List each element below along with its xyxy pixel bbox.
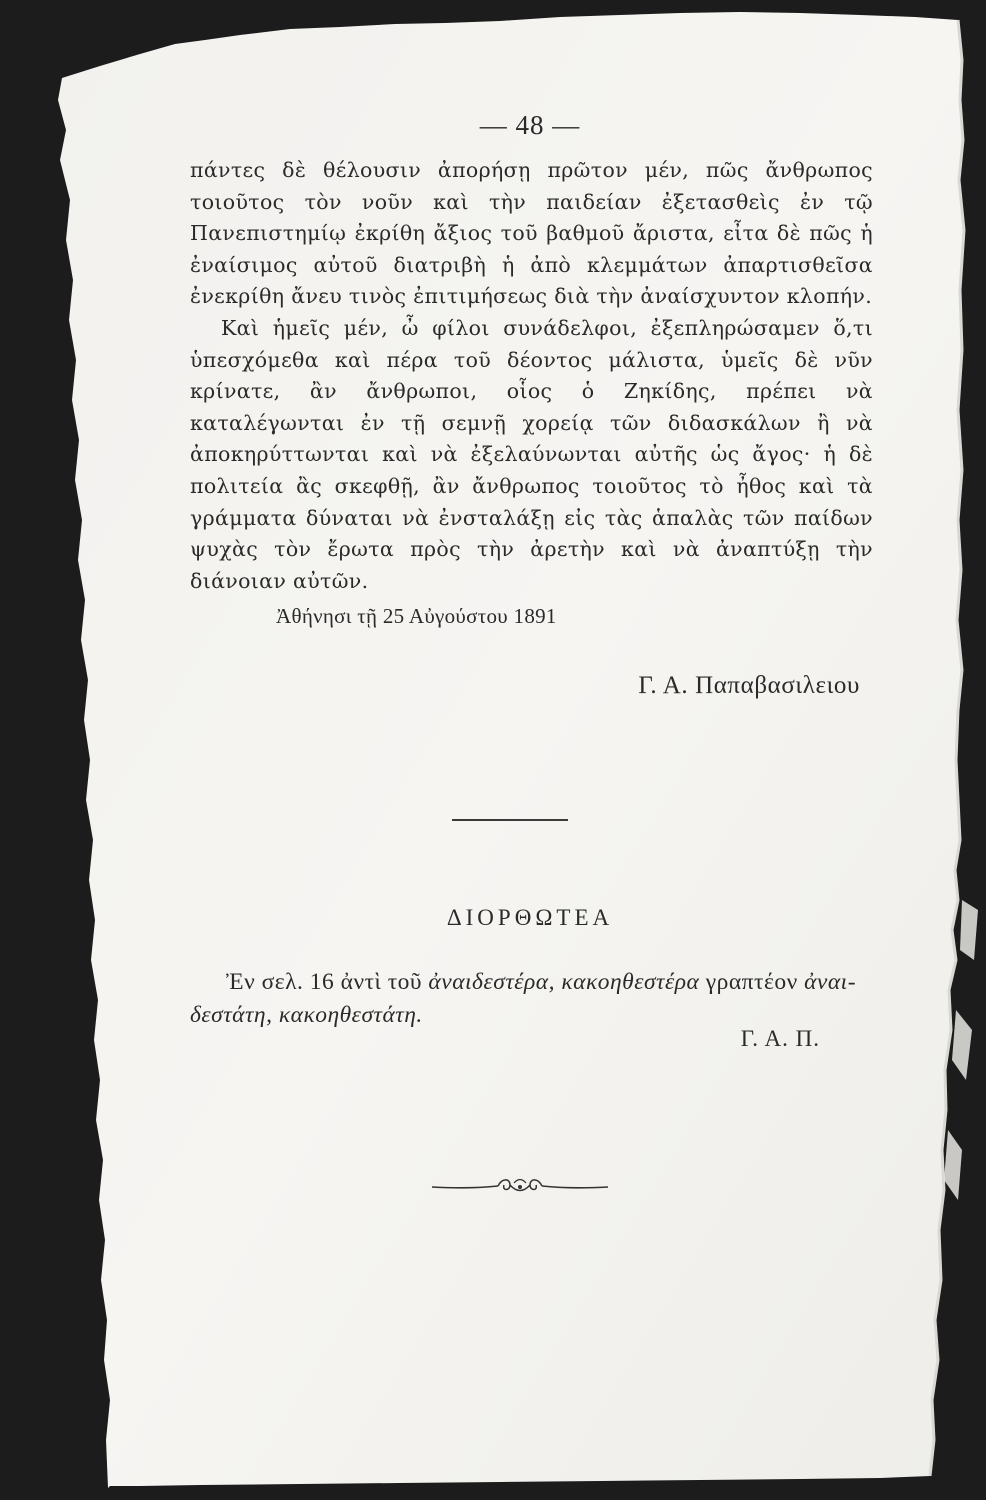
page-number: — 48 — [479, 110, 581, 140]
errata-heading: ΔΙΟΡΘΩΤΕΑ [446, 905, 614, 930]
dateline: Ἀθήνησι τῇ 25 Αὐγούστου 1891 [276, 604, 557, 628]
errata-intro: Ἐν σελ. 16 ἀντὶ τοῦ [226, 969, 429, 995]
paragraph-1: πάντες δὲ θέλουσιν ἀπορήσῃ πρῶτον μέν, πῶς ἄνθρωπος τοιοῦτος τὸν νοῦν καὶ τὴν παιδείαν ἐξετασθεὶς ἐν τῷ Πανεπιστημίῳ ἐκρίθη ἄξιος τοῦ βαθμοῦ ἄριστα, εἶτα δὲ πῶς ἡ ἐναίσιμος αὐτοῦ διατριβὴ ἡ ἀπὸ κλεμμάτων ἀπαρτισθεῖσα ἐνεκρίθη ἄνευ τινὸς ἐπιτιμήσεως διὰ τὴν ἀναίσχυντον κλοπήν. [190, 158, 873, 309]
body-text [190, 155, 873, 597]
errata-correct-words-end: δεστάτη, κακοηθεστάτη. [190, 1002, 423, 1028]
author-signature: Γ. Α. Παπαβασιλειου [638, 672, 860, 699]
errata-signature: Γ. Α. Π. [740, 1026, 820, 1051]
errata-wrong-words: ἀναιδεστέρα, κακοηθεστέρα [428, 969, 700, 995]
end-ornament [430, 1172, 610, 1202]
errata-instruction: γραπτέον [699, 969, 805, 995]
paragraph-2: Καὶ ἡμεῖς μέν, ὦ φίλοι συνάδελφοι, ἐξεπληρώσαμεν ὅ,τι ὑπεσχόμεθα καὶ πέρα τοῦ δέοντος μάλιστα, ὑμεῖς δὲ νῦν κρίνατε, ἂν ἄνθρωποι, οἷος ὁ Ζηκίδης, πρέπει νὰ καταλέγωνται ἐν τῇ σεμνῇ χορείᾳ τῶν διδασκάλων ἢ νὰ ἀποκηρύττωνται καὶ νὰ ἐξελαύνωνται αὐτῆς ὡς ἄγος· ἡ δὲ πολιτεία ἂς σκεφθῇ, ἂν ἄνθρωπος τοιοῦτος τὸ ἦθος καὶ τὰ γράμματα δύναται νὰ ἐνσταλάξῃ εἰς τὰς ἁπαλὰς τῶν παίδων ψυχὰς τὸν ἔρωτα πρὸς τὴν ἀρετὴν καὶ νὰ ἀναπτύξῃ τὴν διάνοιαν αὐτῶν. [190, 315, 873, 593]
right-margin-damage [966, 800, 986, 1120]
errata-text [190, 966, 874, 1032]
section-divider [452, 819, 568, 821]
errata-correct-words-start: ἀναι- [804, 969, 857, 995]
